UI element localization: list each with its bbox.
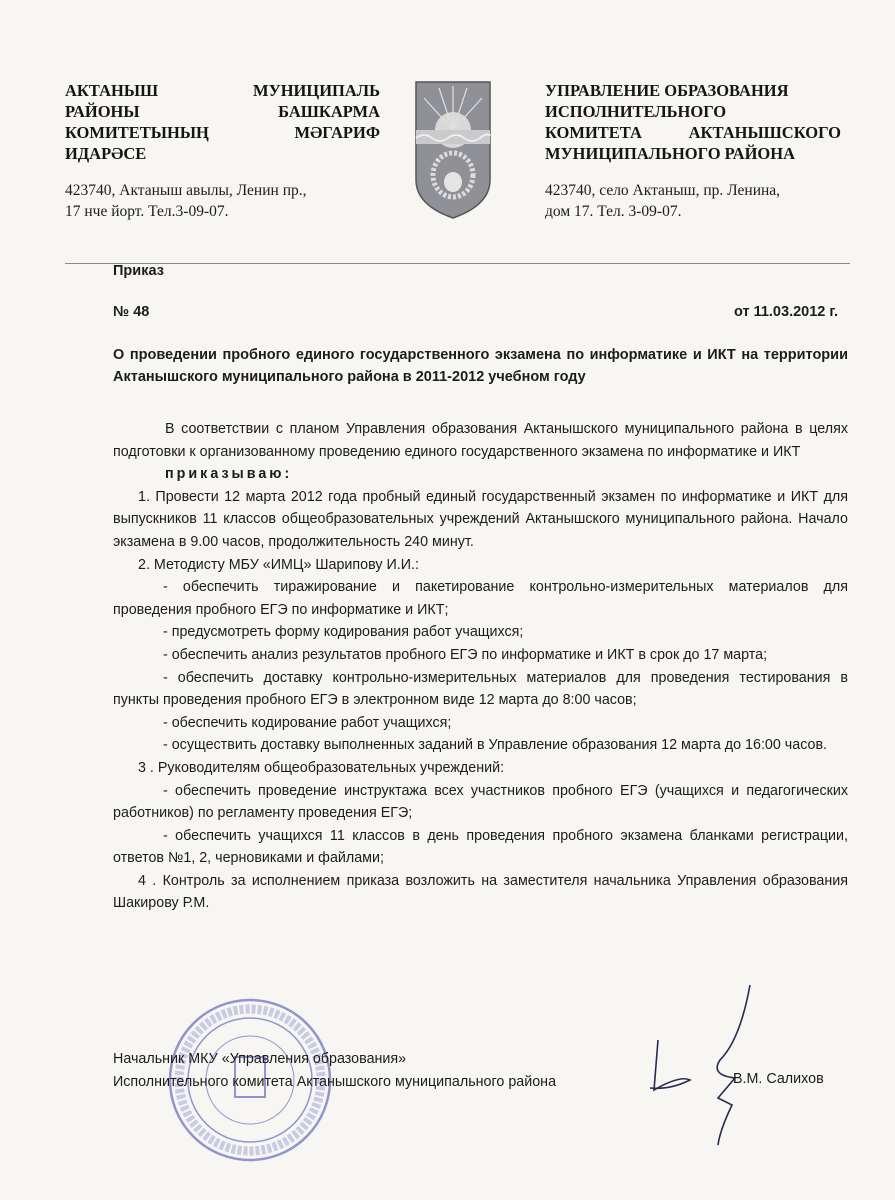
order-paragraph: В соответствии с планом Управления образования Актанышского муниципального района в целях подготовки к организованному проведению единого государственного экзамена по информатике и ИКТ [113, 421, 848, 460]
signatory-position: Начальник МКУ «Управления образования» [113, 1051, 407, 1067]
header-line [65, 101, 380, 122]
word: БАШКАРМА [278, 102, 380, 121]
address-line: дом 17. Тел. 3-09-07. [545, 203, 682, 220]
signatory-name: В.М. Салихов [733, 1071, 824, 1087]
signatory-organization: Исполнительного комитета Актанышского муниципального района [113, 1074, 557, 1090]
word: РАЙОНЫ [65, 102, 140, 121]
header-line [545, 122, 841, 143]
header-line: УПРАВЛЕНИЕ ОБРАЗОВАНИЯ [545, 81, 789, 100]
order-number: № 48 [113, 304, 150, 320]
order-paragraph: 1. Провести 12 марта 2012 года пробный единый государственный экзамен по информатике и ИКТ для выпускников 11 классов общеобразовательных учреждений Актанышского муниципального района. Начало экзамена в 9.00 часов, продолжительность 240 минут. [113, 488, 848, 550]
word: КОМИТЕТА [545, 123, 642, 142]
header-line: ИСПОЛНИТЕЛЬНОГО [545, 102, 727, 121]
word: МУНИЦИПАЛЬ [253, 81, 380, 100]
order-date: от 11.03.2012 г. [733, 304, 838, 320]
word: АКТАНЫШ [65, 81, 159, 100]
address-left [65, 180, 306, 222]
coat-of-arms-emblem [414, 80, 492, 220]
order-paragraph: - обеспечить доставку контрольно-измерительных материалов для проведения тестирования в пункты проведения пробного ЕГЭ в электронном виде 12 марта до 8:00 часов; [113, 669, 848, 709]
word: КОМИТЕТЫНЫҢ [65, 123, 209, 142]
order-paragraph: 2. Методисту МБУ «ИМЦ» Шарипову И.И.: [138, 556, 419, 573]
order-paragraph: - обеспечить учащихся 11 классов в день проведения пробного экзамена бланками регистрации, ответов №1, 2, черновиками и файлами; [113, 827, 848, 867]
header-line [65, 80, 380, 101]
order-paragraph: - обеспечить анализ результатов пробного ЕГЭ по информатике и ИКТ в срок до 17 марта; [163, 646, 768, 663]
order-title: О проведении пробного единого государственного экзамена по информатике и ИКТ на территории Актанышского муниципального района в 2011-2012 учебном году [113, 347, 848, 385]
order-body [113, 418, 848, 915]
order-paragraph: 4 . Контроль за исполнением приказа возложить на заместителя начальника Управления образования Шакирову Р.М. [113, 872, 848, 912]
header-divider [65, 263, 850, 264]
word: МӘГАРИФ [294, 123, 380, 142]
word: АКТАНЫШСКОГО [688, 123, 841, 142]
header-line: ИДАРӘСЕ [65, 144, 147, 163]
address-line: 17 нче йорт. Тел.3-09-07. [65, 203, 229, 220]
signature-block [113, 1048, 556, 1094]
address-line: 423740, Актаныш авылы, Ленин пр., [65, 182, 307, 199]
order-paragraph: - обеспечить кодирование работ учащихся; [163, 714, 452, 731]
order-label: Приказ [113, 263, 164, 279]
address-line: 423740, село Актаныш, пр. Ленина, [545, 182, 781, 199]
order-paragraph: - предусмотреть форму кодирования работ учащихся; [163, 624, 524, 641]
order-paragraph: - обеспечить проведение инструктажа всех участников пробного ЕГЭ (учащихся и педагогических работников) по регламенту проведения ЕГЭ; [113, 782, 848, 822]
order-paragraph: 3 . Руководителям общеобразовательных учреждений: [138, 759, 505, 776]
handwritten-signature [640, 980, 770, 1150]
order-paragraph: - обеспечить тиражирование и пакетирование контрольно-измерительных материалов для проведения пробного ЕГЭ по информатике и ИКТ; [113, 579, 848, 618]
header-line: МУНИЦИПАЛЬНОГО РАЙОНА [545, 144, 795, 163]
address-right [545, 180, 780, 222]
order-paragraph: - осуществить доставку выполненных заданий в Управление образования 12 марта до 16:00 часов. [163, 737, 828, 754]
header-left-tatar [65, 80, 380, 164]
header-right-russian [545, 80, 841, 164]
header-line [65, 122, 380, 143]
order-directive-word: приказываю: [165, 466, 293, 483]
